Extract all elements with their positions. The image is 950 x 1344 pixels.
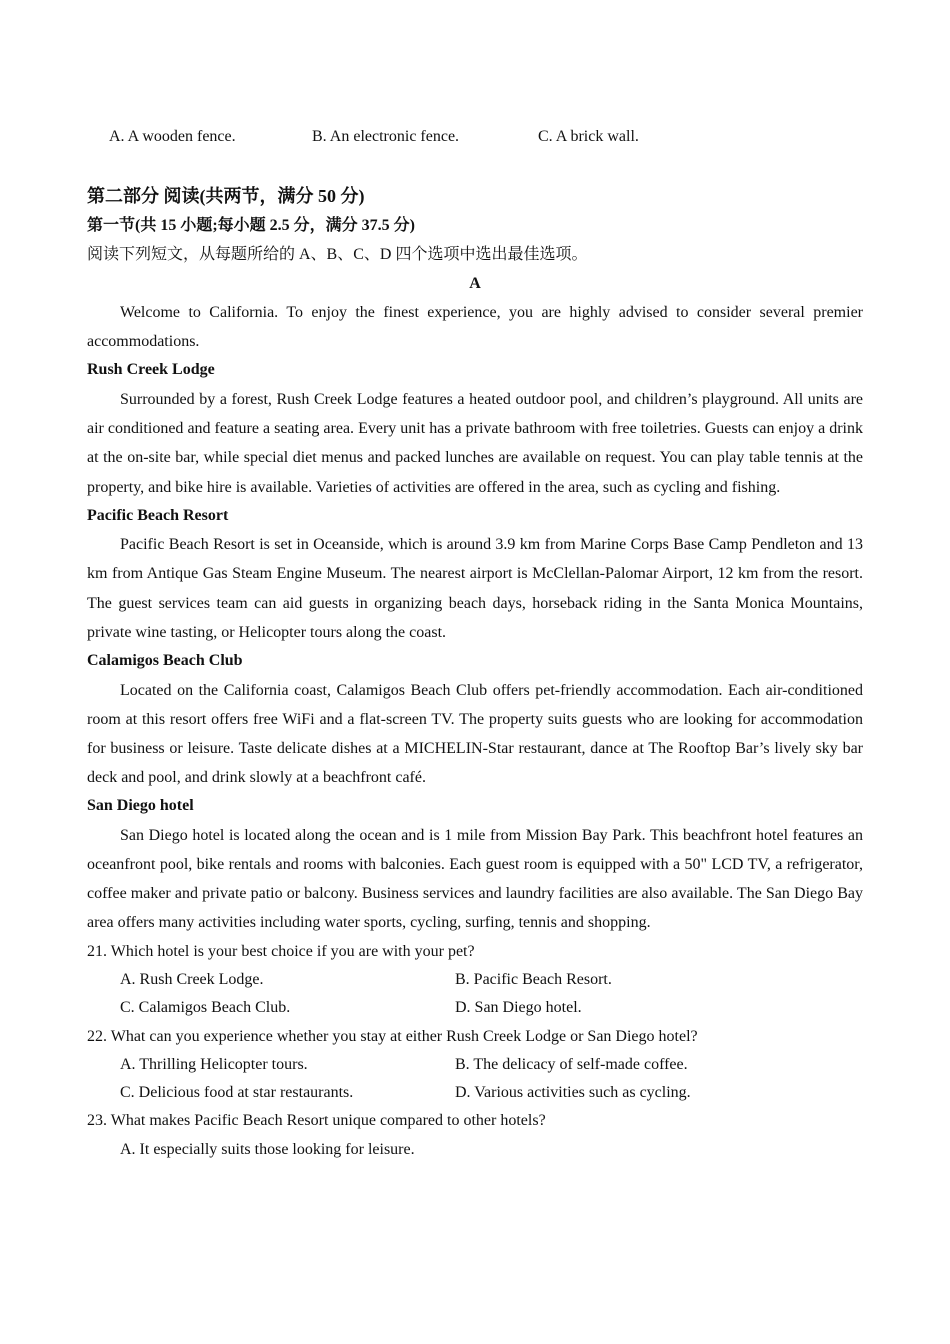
options-row — [87, 1079, 863, 1107]
section-subtitle: 第一节(共 15 小题;每小题 2.5 分，满分 37.5 分) — [87, 217, 415, 234]
question-23: 23. What makes Pacific Beach Resort unique compared to other hotels? — [87, 1112, 546, 1130]
hotel-description: Pacific Beach Resort is set in Oceanside, which is around 3.9 km from Marine Corps Base Camp Pendleton and 13 km from Antique Gas Steam Engine Museum. The nearest airport is McClellan-Palomar Airport, 12 km from the resort. The guest services team can aid guests in organizing beach days, horseback riding in the Santa Monica Mountains, private wine tasting, or Helicopter tours along the coast. — [87, 536, 863, 641]
hotel-heading: Calamigos Beach Club — [87, 652, 243, 670]
question-21: 21. Which hotel is your best choice if you are with your pet? — [87, 942, 475, 960]
options-row — [87, 1051, 863, 1079]
hotel-description: Surrounded by a forest, Rush Creek Lodge features a heated outdoor pool, and children’s playground. All units are air conditioned and feature a seating area. Every unit has a private bathroom with free toiletries. Guests can enjoy a drink at the on-site bar, while special diet menus and packed lunches are available on request. You can play table tennis at the property, and bike hire is available. Varieties of activities are offered in the area, such as cycling and fishing. — [87, 390, 863, 496]
option-a: A. It especially suits those looking for leisure. — [120, 1140, 415, 1158]
options-row — [87, 994, 863, 1022]
previous-question-options — [109, 126, 869, 150]
option-a: A. Rush Creek Lodge. — [120, 970, 264, 988]
section-title: 第二部分 阅读(共两节，满分 50 分) — [87, 186, 365, 206]
question-22: 22. What can you experience whether you stay at either Rush Creek Lodge or San Diego hotel? — [87, 1027, 698, 1045]
hotel-heading: Pacific Beach Resort — [87, 506, 229, 524]
hotel-description: Located on the California coast, Calamigos Beach Club offers pet-friendly accommodation. Each air-conditioned room at this resort offers free WiFi and a flat-screen TV. The property suits guests who are looking for accommodation for business or leisure. Taste delicate dishes at a MICHELIN-Star restaurant, dance at The Rooftop Bar’s lively sky bar deck and pool, and drink slowly at a beachfront café. — [87, 681, 863, 787]
hotel-description: San Diego hotel is located along the ocean and is 1 mile from Mission Bay Park. This beachfront hotel features an oceanfront pool, bike rentals and rooms with balconies. Each guest room is equipped with a 50" LCD TV, a refrigerator, coffee maker and private patio or balcony. Business services and laundry facilities are also available. The San Diego Bay area offers many activities including water sports, cycling, surfing, tennis and shopping. — [87, 826, 863, 932]
option-c: C. Delicious food at star restaurants. — [120, 1084, 354, 1102]
section-instruction: 阅读下列短文，从每题所给的 A、B、C、D 四个选项中选出最佳选项。 — [87, 246, 588, 263]
hotel-heading: Rush Creek Lodge — [87, 361, 215, 379]
option-d: D. San Diego hotel. — [455, 999, 582, 1017]
option-b: B. Pacific Beach Resort. — [455, 970, 612, 988]
passage-intro: Welcome to California. To enjoy the finest experience, you are highly advised to consider several premier accommodations. — [87, 304, 863, 351]
options-row — [87, 966, 863, 994]
option-b: B. An electronic fence. — [312, 128, 460, 145]
option-a: A. A wooden fence. — [109, 128, 236, 145]
option-c: C. A brick wall. — [538, 128, 639, 145]
reading-section — [87, 182, 863, 1164]
option-a: A. Thrilling Helicopter tours. — [120, 1055, 308, 1073]
option-d: D. Various activities such as cycling. — [455, 1084, 691, 1102]
option-c: C. Calamigos Beach Club. — [120, 999, 291, 1017]
hotel-heading: San Diego hotel — [87, 797, 194, 815]
passage-letter: A — [469, 275, 481, 292]
option-b: B. The delicacy of self-made coffee. — [455, 1055, 688, 1073]
